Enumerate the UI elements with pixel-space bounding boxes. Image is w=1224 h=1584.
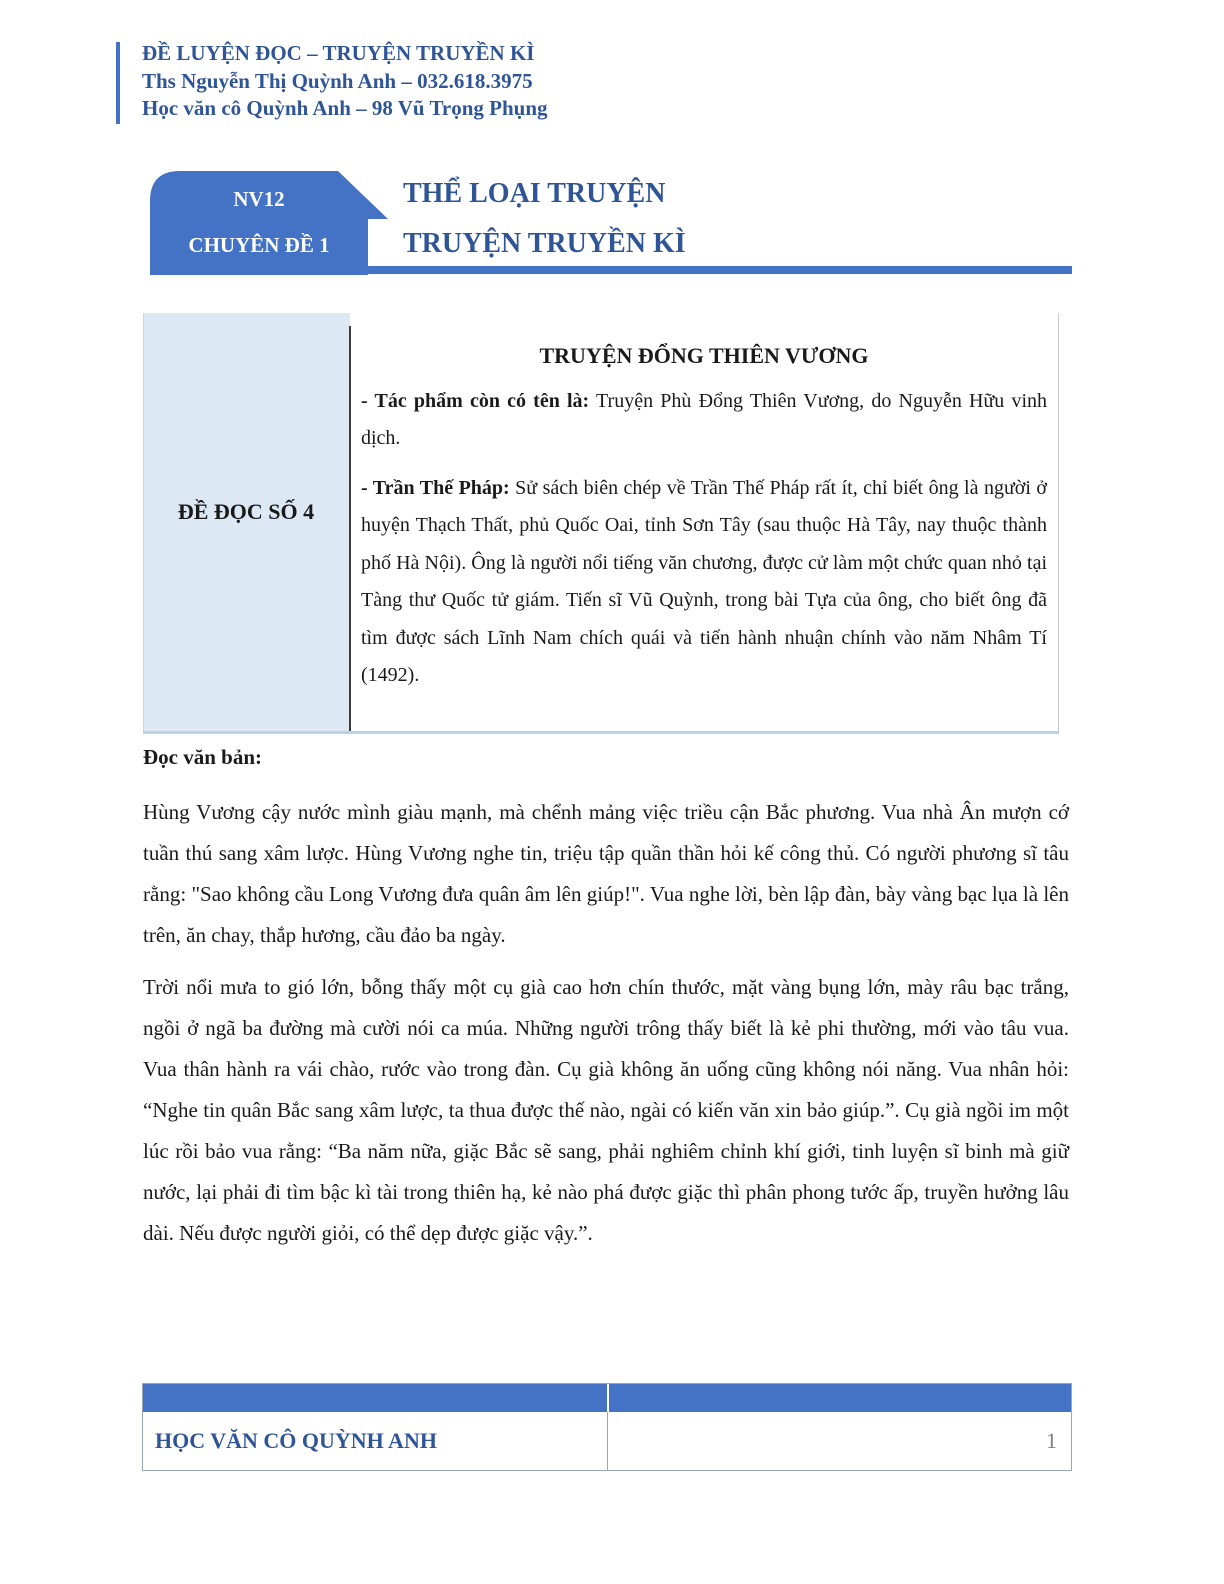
author-label: - Trần Thế Pháp: bbox=[361, 476, 510, 499]
banner-rule bbox=[368, 266, 1072, 274]
reading-body bbox=[143, 792, 1069, 1265]
tab-course-code: NV12 bbox=[233, 187, 285, 211]
info-box bbox=[143, 313, 1059, 734]
reading-paragraph-1: Hùng Vương cậy nước mình giàu mạnh, mà chểnh mảng việc triều cận Bắc phương. Vua nhà Ân mượn cớ tuần thú sang xâm lược. Hùng Vương nghe tin, triệu tập quần thần hỏi kế công thủ. Có người phương sĩ tâu rằng: "Sao không cầu Long Vương đưa quân âm lên giúp!". Vua nghe lời, bèn lập đàn, bày vàng bạc lụa là lên trên, ăn chay, thắp hương, cầu đảo ba ngày. bbox=[143, 800, 1069, 947]
banner-title-line2: TRUYỆN TRUYỀN KÌ bbox=[403, 228, 686, 259]
header-accent-bar bbox=[116, 42, 120, 124]
author-item bbox=[361, 470, 1047, 695]
alt-title-item bbox=[361, 383, 1047, 458]
banner-title-line1: THỂ LOẠI TRUYỆN bbox=[403, 178, 666, 209]
footer-brand: HỌC VĂN CÔ QUỲNH ANH bbox=[155, 1428, 437, 1453]
exercise-label: ĐỀ ĐỌC SỐ 4 bbox=[177, 499, 315, 524]
alt-title-text: Truyện Phù Đổng Thiên Vương, do Nguyễn Hữu vinh dịch. bbox=[361, 389, 1048, 449]
story-title: TRUYỆN ĐỔNG THIÊN VƯƠNG bbox=[539, 343, 869, 368]
document-header bbox=[142, 40, 548, 123]
header-author: Ths Nguyễn Thị Quỳnh Anh – 032.618.3975 bbox=[142, 68, 533, 93]
banner-tab bbox=[150, 171, 368, 275]
reading-paragraph-2: Trời nổi mưa to gió lớn, bỗng thấy một cụ già cao hơn chín thước, mặt vàng bụng lớn, mày râu bạc trắng, ngồi ở ngã ba đường mà cười nói ca múa. Những người trông thấy biết là kẻ phi thường, mới vào tâu vua. Vua thân hành ra vái chào, rước vào trong đàn. Cụ già không ăn uống cũng không nói năng. Vua nhân hỏi: “Nghe tin quân Bắc sang xâm lược, ta thua được thế nào, ngài có kiến văn xin bảo giúp.”. Cụ già ngồi im một lúc rồi bảo vua rằng: “Ba năm nữa, giặc Bắc sẽ sang, phải nghiêm chỉnh khí giới, tinh luyện sĩ binh mà giữ nước, lại phải đi tìm bậc kì tài trong thiên hạ, kẻ nào phá được giặc thì phân phong tước ấp, truyền hưởng lâu dài. Nếu được người giỏi, có thể dẹp được giặc vậy.”. bbox=[143, 975, 1069, 1245]
title-banner bbox=[150, 171, 1072, 281]
reading-heading: Đọc văn bản: bbox=[143, 745, 263, 769]
info-box-content bbox=[361, 337, 1047, 707]
author-text: Sử sách biên chép về Trần Thế Pháp rất ít, chỉ biết ông là người ở huyện Thạch Thất, phủ Quốc Oai, tỉnh Sơn Tây (sau thuộc Hà Tây, nay thuộc thành phố Hà Nội). Ông là người nổi tiếng văn chương, được cử làm một chức quan nhỏ tại Tàng thư Quốc tử giám. Tiến sĩ Vũ Quỳnh, trong bài Tựa của ông, cho biết ông đã tìm được sách Lĩnh Nam chích quái và tiến hành nhuận chính vào năm Nhâm Tí (1492). bbox=[361, 476, 1047, 686]
page-footer bbox=[142, 1383, 1072, 1471]
header-address: Học văn cô Quỳnh Anh – 98 Vũ Trọng Phụng bbox=[142, 96, 548, 120]
info-box-right-border bbox=[1058, 313, 1059, 731]
alt-title-label: - Tác phẩm còn có tên là: bbox=[361, 389, 590, 412]
header-title: ĐỀ LUYỆN ĐỌC – TRUYỆN TRUYỀN KÌ bbox=[142, 41, 535, 65]
info-box-divider bbox=[349, 326, 351, 731]
tab-topic: CHUYÊN ĐỀ 1 bbox=[188, 233, 330, 257]
footer-bar-divider bbox=[607, 1384, 609, 1412]
page-number: 1 bbox=[1046, 1428, 1057, 1453]
